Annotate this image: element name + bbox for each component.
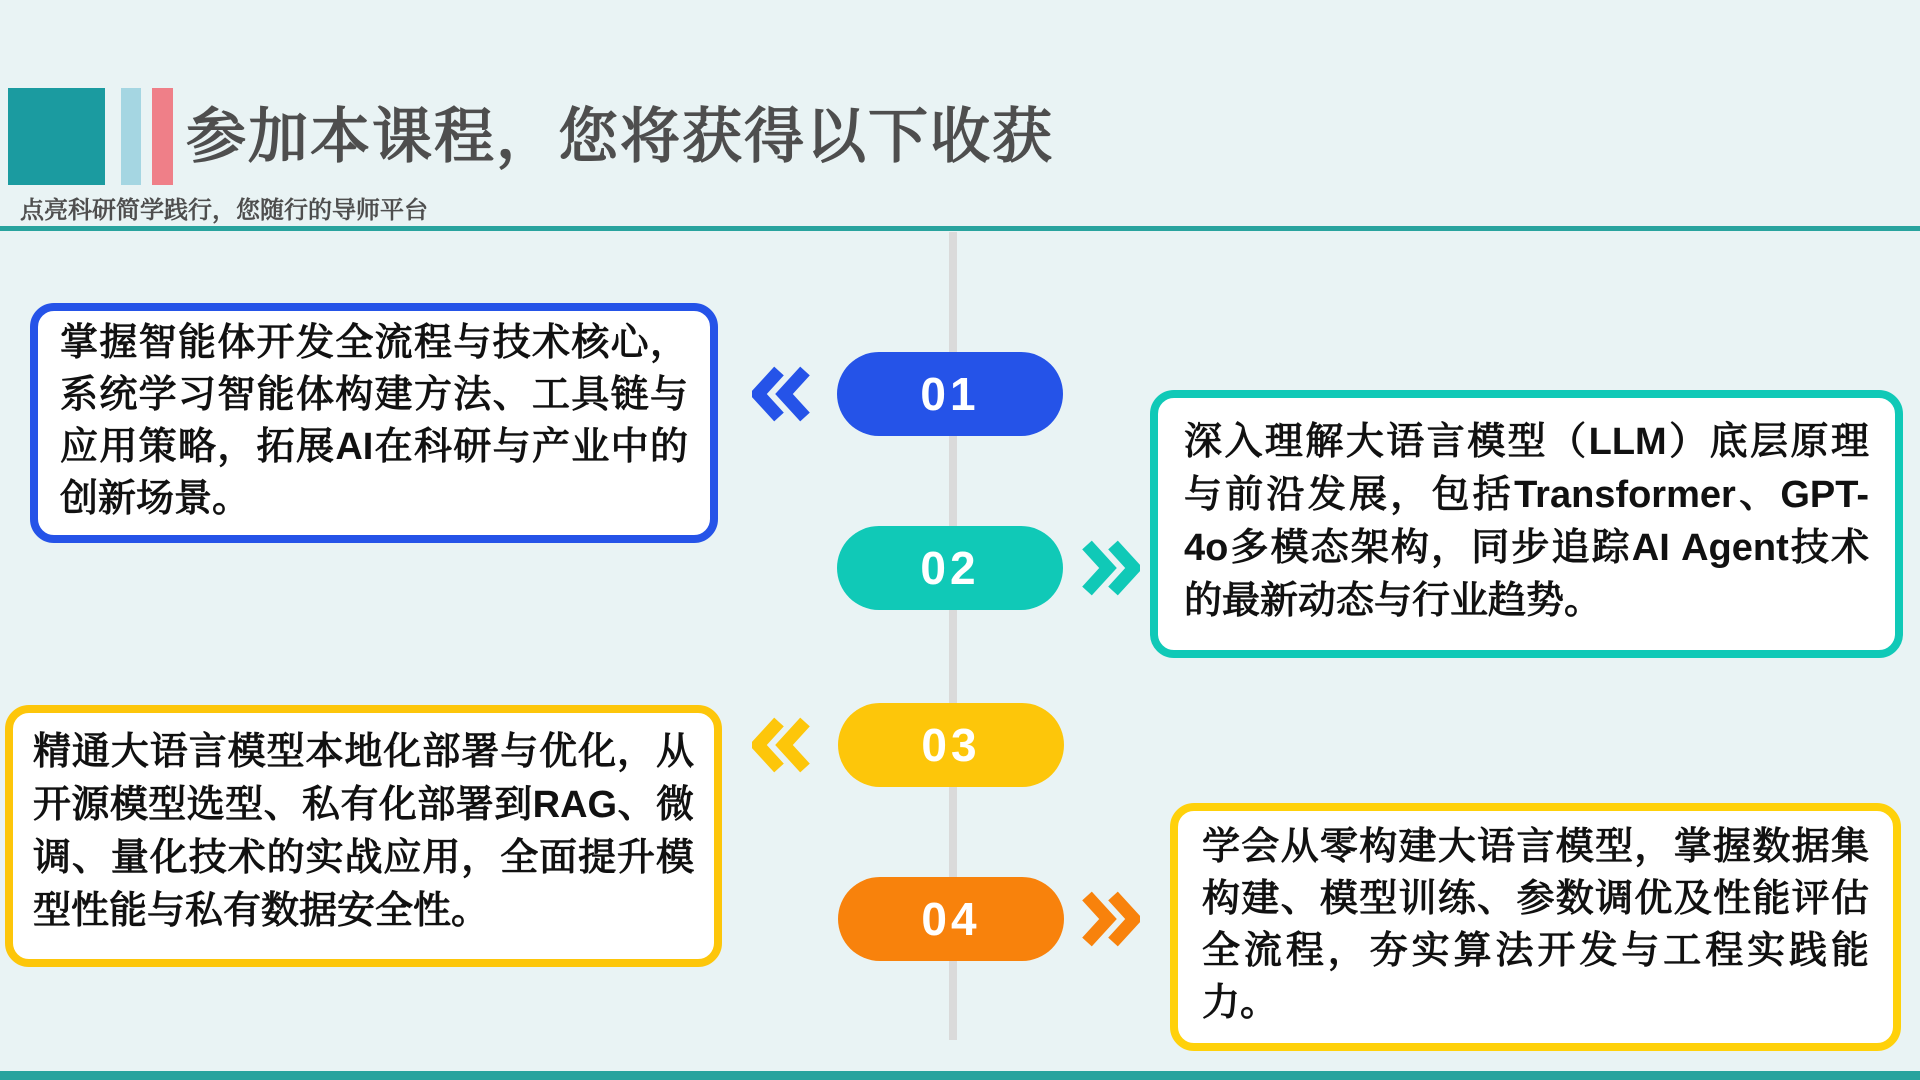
step-01-number: 01 xyxy=(920,368,980,420)
double-chevron-left-icon xyxy=(752,366,814,422)
double-chevron-left-icon xyxy=(752,717,814,773)
timeline-step-02-pill xyxy=(837,526,1063,610)
benefit-text-3: 精通大语言模型本地化部署与优化，从开源模型选型、私有化部署到RAG、微调、量化技术的实战应用，全面提升模型性能与私有数据安全性。 xyxy=(33,731,694,932)
header-deco-pink-bar xyxy=(152,88,173,185)
page-subtitle: 点亮科研简学践行，您随行的导师平台 xyxy=(20,197,428,224)
timeline-step-01-pill xyxy=(837,352,1063,436)
benefit-text-4: 学会从零构建大语言模型，掌握数据集构建、模型训练、参数调优及性能评估全流程，夯实算法开发与工程实践能力。 xyxy=(1202,826,1869,1024)
benefit-text-2: 深入理解大语言模型（LLM）底层原理与前沿发展，包括Transformer、GPT-4o多模态架构，同步追踪AI Agent技术的最新动态与行业趋势。 xyxy=(1184,421,1869,622)
benefit-box-4 xyxy=(1170,803,1901,1051)
step-04-number: 04 xyxy=(921,893,981,945)
benefit-box-2 xyxy=(1150,390,1903,658)
bottom-accent-bar xyxy=(0,1071,1920,1080)
step-02-number: 02 xyxy=(920,542,980,594)
page-title: 参加本课程，您将获得以下收获 xyxy=(186,103,1054,170)
header-deco-lightblue-bar xyxy=(121,88,141,185)
step-03-number: 03 xyxy=(921,719,981,771)
benefit-box-3 xyxy=(5,705,722,967)
benefit-text-1: 掌握智能体开发全流程与技术核心，系统学习智能体构建方法、工具链与应用策略，拓展AI在科研与产业中的创新场景。 xyxy=(60,322,688,520)
double-chevron-right-icon xyxy=(1078,891,1140,947)
timeline-step-04-pill xyxy=(838,877,1064,961)
header-deco-teal-square xyxy=(8,88,105,185)
timeline-step-03-pill xyxy=(838,703,1064,787)
header-divider-line xyxy=(0,226,1920,231)
double-chevron-right-icon xyxy=(1078,540,1140,596)
benefit-box-1 xyxy=(30,303,718,543)
